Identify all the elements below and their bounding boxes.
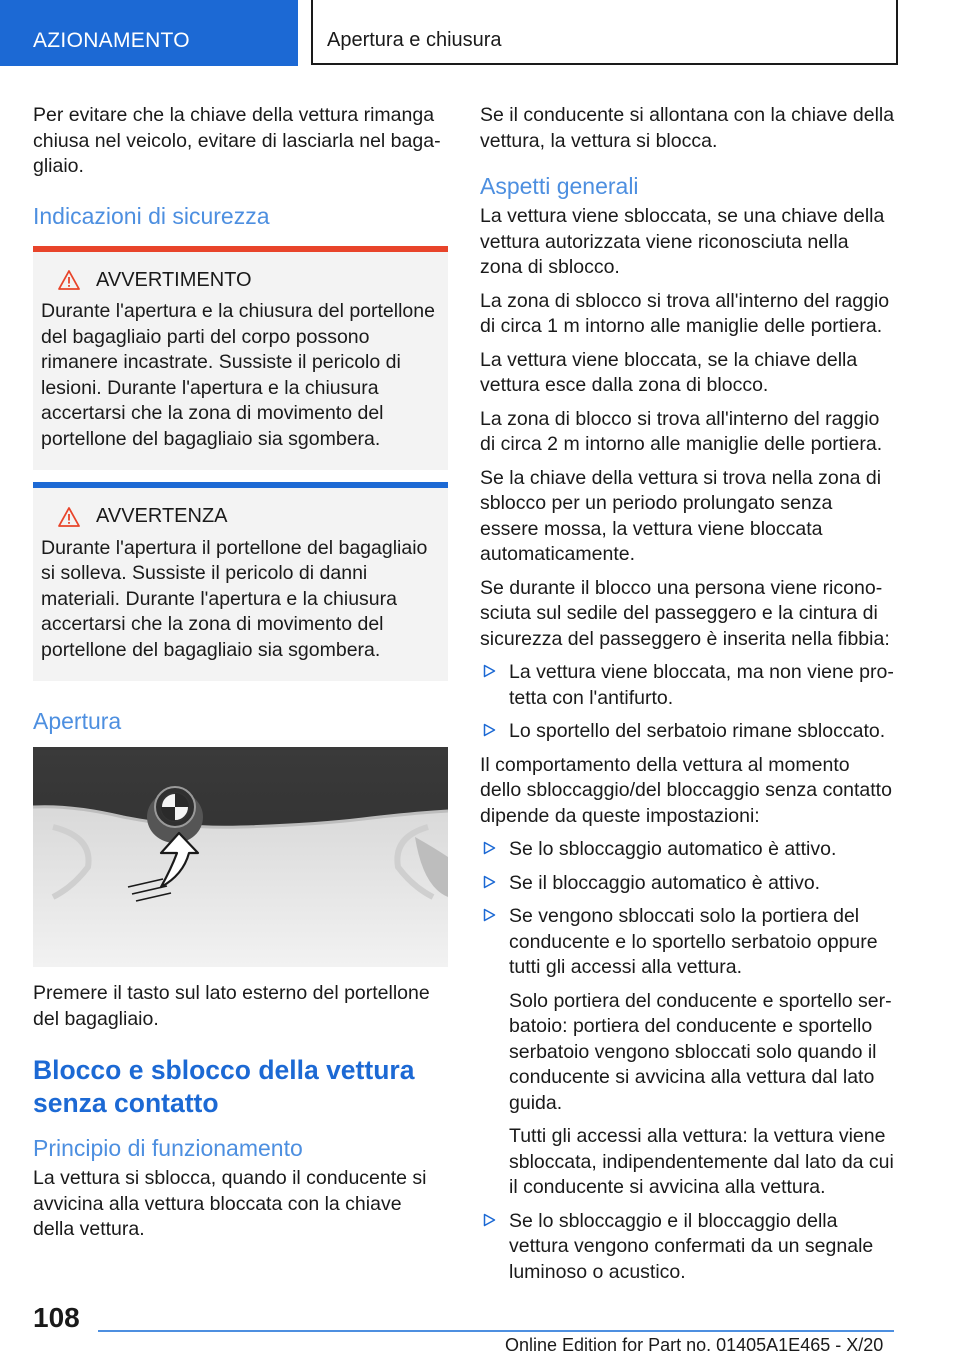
general-paragraph: Se la chiave della vettura si trova nella zona di sblocco per un periodo prolungato senza essere mossa, la vettura viene bloccata automaticamente. — [480, 466, 882, 565]
bullet-triangle-icon — [483, 908, 496, 922]
passenger-bullet-list — [480, 660, 895, 745]
general-paragraph: La vettura viene bloccata, se la chiave della vettura esce dalla zona di blocco. — [480, 348, 858, 396]
list-item: Lo sportello del serbatoio rimane sbloccato. — [480, 719, 895, 745]
settings-bullet-list — [480, 837, 895, 1285]
safety-heading: Indicazioni di sicurezza — [33, 202, 270, 229]
warning-triangle-icon — [58, 270, 80, 290]
general-paragraph: La zona di sblocco si trova all'interno del raggio di circa 1 m intorno alle maniglie delle portiera. — [480, 289, 890, 337]
chapter-header — [311, 0, 898, 65]
footer-edition: Online Edition for Part no. 01405A1E465 - X/20 — [505, 1335, 884, 1355]
left-column — [33, 103, 448, 1251]
comfort-access-heading: Blocco e sblocco della vettura senza contatto — [33, 1055, 415, 1118]
warning-box — [33, 246, 448, 471]
caution-box — [33, 482, 448, 681]
right-column — [480, 103, 895, 1293]
footer-divider — [98, 1330, 894, 1332]
bullet-triangle-icon — [483, 875, 496, 889]
bullet-triangle-icon — [483, 664, 496, 678]
general-paragraph: La vettura viene sbloccata, se una chiave della vettura autorizzata viene riconosciuta nella zona di sblocco. — [480, 205, 885, 278]
chapter-title: Apertura e chiusura — [327, 29, 502, 51]
list-item: La vettura viene bloccata, ma non viene protetta con l'antifurto. — [480, 660, 895, 711]
settings-paragraph: Il comportamento della vettura al momento dello sbloccaggio/del bloccaggio senza contatto dipende da queste impostazioni: — [480, 753, 892, 827]
bullet-triangle-icon — [483, 1213, 496, 1227]
section-title: AZIONAMENTO — [33, 29, 190, 52]
warning-body: Durante l'apertura e la chiusura del portellone del bagagliaio parti del corpo possono rimanere incastrate. Sussiste il pericolo di lesioni. Durante l'apertura e la chiusura accertarsi che la zona di movimento del portellone del bagagliaio sia sgombera. — [41, 300, 435, 450]
caution-title-row — [41, 504, 440, 530]
right-intro-paragraph: Se il conducente si allontana con la chiave della vettura, la vettura si blocca. — [480, 104, 895, 152]
general-heading: Aspetti generali — [480, 173, 639, 199]
page-number: 108 — [33, 1302, 80, 1333]
opening-paragraph: Premere il tasto sul lato esterno del portellone del bagagliaio. — [33, 982, 430, 1030]
caution-triangle-icon — [58, 507, 80, 527]
general-paragraph: La zona di blocco si trova all'interno del raggio di circa 2 m intorno alle maniglie delle portiera. — [480, 407, 883, 455]
opening-heading: Apertura — [33, 708, 122, 734]
general-paragraph: Se durante il blocco una persona viene riconosciuta sul sedile del passeggero e la cintura di sicurezza del passeggero è inserita nella fibbia: — [480, 576, 890, 650]
list-item: Se il bloccaggio automatico è attivo. — [480, 871, 895, 897]
list-item: Se lo sbloccaggio automatico è attivo. — [480, 837, 895, 863]
bullet-triangle-icon — [483, 841, 496, 855]
bullet-triangle-icon — [483, 723, 496, 737]
caution-body: Durante l'apertura il portellone del bagagliaio si solleva. Sussiste il pericolo di danni materiali. Durante l'apertura e la chiusura accertarsi che la zona di movimento del portellone del bagagliaio sia sgombera. — [41, 536, 428, 661]
caution-title: AVVERTENZA — [96, 505, 228, 527]
list-item: Se vengono sbloccati solo la portiera del conducente e lo sportello serbatoio oppure tutti gli accessi alla vettura. Solo portiera del conducente e sportello serbatoio: portiera del conducente e sportello serbatoio vengono sbloccati solo quando il conducente si avvicina alla vettura dal lato guida. Tutti gli accessi alla vettura: la vettura viene sbloccata, indipendentemente dal lato da cui il conducente si avvicina alla vettura. — [480, 904, 895, 1201]
sub-paragraph-driver: Solo portiera del conducente e sportello serbatoio: portiera del conducente e sportello serbatoio vengono sbloccati solo quando il conducente si avvicina alla vettura dal lato guida. — [509, 989, 892, 1114]
intro-paragraph: Per evitare che la chiave della vettura rimanga chiusa nel veicolo, evitare di lasciarla nel bagagliaio. — [33, 104, 441, 177]
warning-title: AVVERTIMENTO — [96, 268, 252, 291]
tailgate-button-photo — [33, 747, 448, 967]
sub-paragraph-all: Tutti gli accessi alla vettura: la vettura viene sbloccata, indipendentemente dal lato da cui il conducente si avvicina alla vettura. — [509, 1125, 894, 1198]
list-item: Se lo sbloccaggio e il bloccaggio della vettura vengono confermati da un segnale luminoso o acustico. — [480, 1209, 895, 1286]
principle-paragraph: La vettura si sblocca, quando il conducente si avvicina alla vettura bloccata con la chiave della vettura. — [33, 1167, 427, 1240]
warning-title-row — [41, 268, 440, 294]
principle-heading: Principio di funzionamento — [33, 1135, 303, 1161]
section-tab — [0, 0, 298, 66]
